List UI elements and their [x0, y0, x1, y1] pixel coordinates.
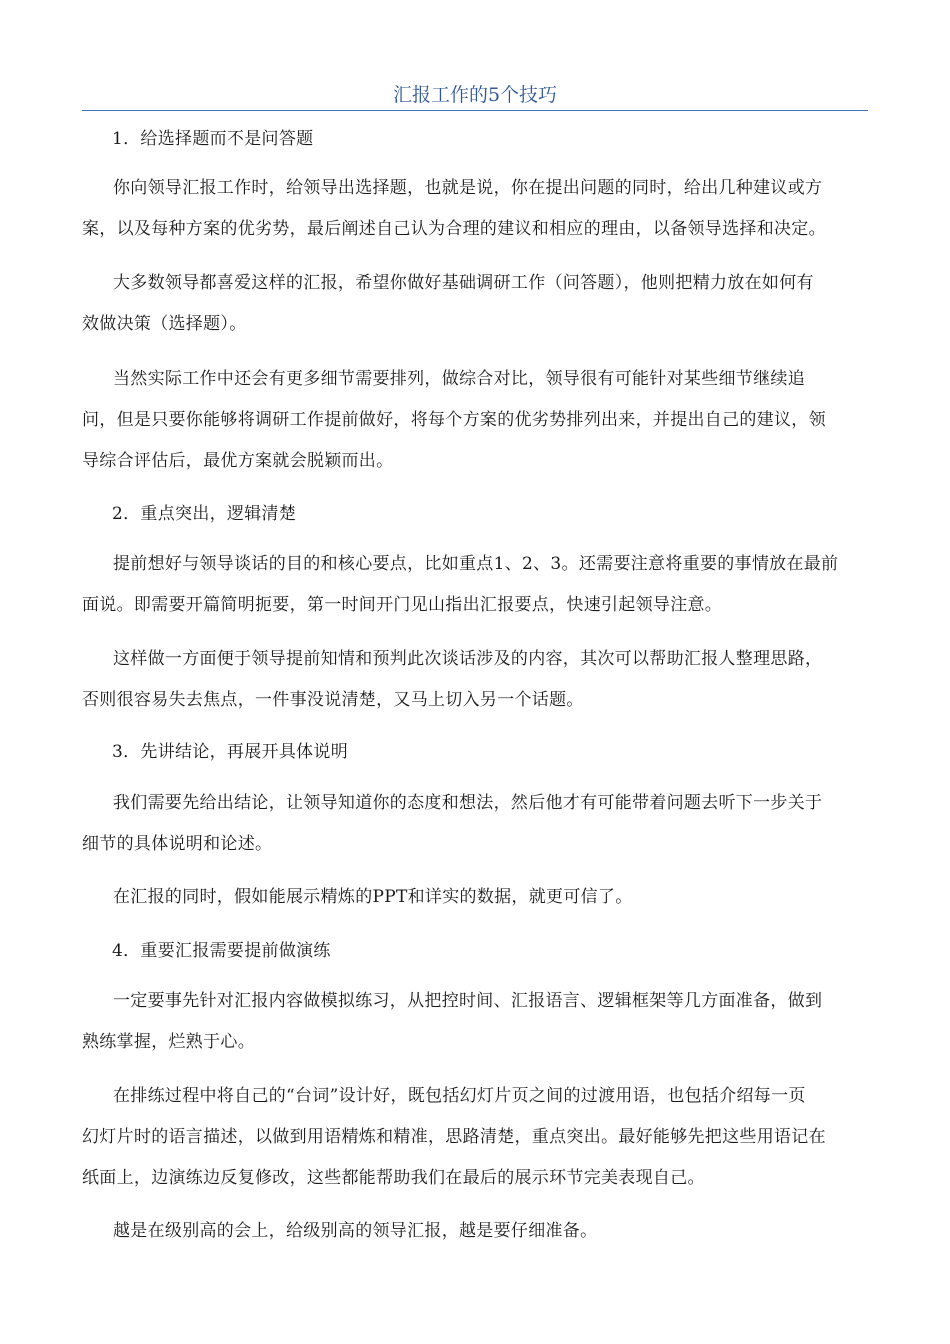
section-heading-1: 1．给选择题而不是问答题: [112, 129, 314, 149]
paragraph-line: 熟练掌握，烂熟于心。: [82, 1032, 255, 1052]
paragraph-line: 效做决策（选择题）。: [82, 314, 247, 334]
title-underline: [82, 110, 868, 111]
paragraph-line: 案，以及每种方案的优劣势，最后阐述自己认为合理的建议和相应的理由，以备领导选择和决定。: [82, 219, 826, 239]
paragraph-line: 当然实际工作中还会有更多细节需要排列，做综合对比，领导很有可能针对某些细节继续追: [113, 369, 805, 389]
section-2-paragraph-1: [82, 544, 874, 626]
section-2-paragraph-2: [82, 639, 874, 721]
section-1-paragraph-1: [82, 168, 874, 250]
section-1-paragraph-2: [82, 263, 874, 345]
paragraph-line: 在汇报的同时，假如能展示精炼的PPT和详实的数据，就更可信了。: [113, 887, 633, 907]
paragraph-line: 一定要事先针对汇报内容做模拟练习，从把控时间、汇报语言、逻辑框架等几方面准备，做到: [113, 991, 823, 1011]
document-title: 汇报工作的5个技巧: [392, 84, 558, 106]
paragraph-line: 在排练过程中将自己的“台词”设计好，既包括幻灯片页之间的过渡用语，也包括介绍每一页: [113, 1086, 806, 1106]
paragraph-line: 大多数领导都喜爱这样的汇报，希望你做好基础调研工作（问答题），他则把精力放在如何有: [113, 273, 814, 293]
section-3-paragraph-1: [82, 783, 874, 865]
paragraph-line: 我们需要先给出结论，让领导知道你的态度和想法，然后他才有可能带着问题去听下一步关于: [113, 793, 823, 813]
section-4-paragraph-2: [82, 1076, 874, 1199]
paragraph-line: 这样做一方面便于领导提前知情和预判此次谈话涉及的内容，其次可以帮助汇报人整理思路，: [113, 649, 823, 669]
paragraph-line: 问，但是只要你能够将调研工作提前做好，将每个方案的优劣势排列出来，并提出自己的建议，领: [82, 410, 826, 430]
paragraph-line: 面说。即需要开篇简明扼要，第一时间开门见山指出汇报要点，快速引起领导注意。: [82, 595, 723, 615]
section-4-paragraph-1: [82, 981, 874, 1063]
paragraph-line: 越是在级别高的会上，给级别高的领导汇报，越是要仔细准备。: [113, 1221, 598, 1241]
paragraph-line: 幻灯片时的语言描述，以做到用语精炼和精准，思路清楚，重点突出。最好能够先把这些用语记在: [82, 1127, 826, 1147]
paragraph-line: 提前想好与领导谈话的目的和核心要点，比如重点1、2、3。还需要注意将重要的事情放在最前: [113, 554, 839, 574]
section-heading-3: 3．先讲结论，再展开具体说明: [112, 742, 349, 762]
paragraph-line: 纸面上，边演练边反复修改，这些都能帮助我们在最后的展示环节完美表现自己。: [82, 1168, 705, 1188]
section-heading-4: 4．重要汇报需要提前做演练: [112, 941, 331, 961]
section-1-paragraph-3: [82, 359, 874, 482]
paragraph-line: 导综合评估后，最优方案就会脱颖而出。: [82, 451, 394, 471]
section-3-paragraph-2: [82, 877, 874, 918]
section-heading-2: 2．重点突出，逻辑清楚: [112, 504, 297, 524]
paragraph-line: 否则很容易失去焦点，一件事没说清楚，又马上切入另一个话题。: [82, 690, 584, 710]
paragraph-line: 细节的具体说明和论述。: [82, 834, 273, 854]
paragraph-line: 你向领导汇报工作时，给领导出选择题，也就是说，你在提出问题的同时，给出几种建议或方: [113, 178, 823, 198]
section-4-paragraph-3: [82, 1211, 874, 1252]
